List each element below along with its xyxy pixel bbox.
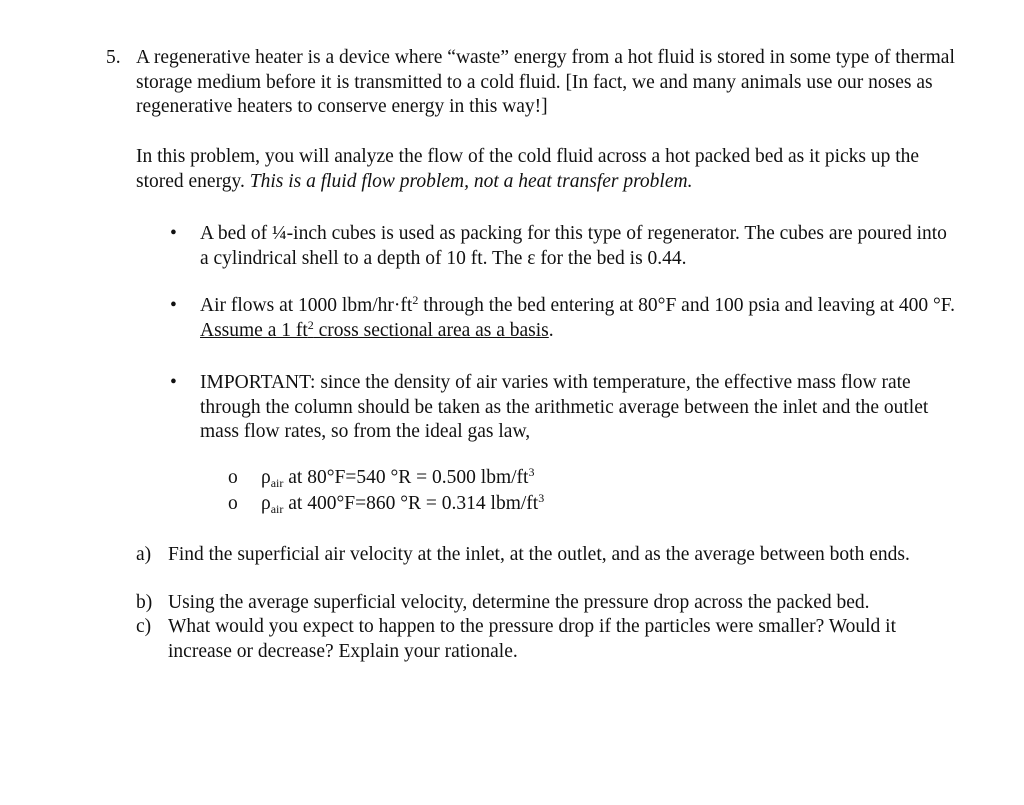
question-c-text: What would you expect to happen to the pressure drop if the particles were smaller? Would it increase or decrease? Explain your rationale. <box>168 616 897 662</box>
rho-symbol: ρ <box>261 467 271 488</box>
bullet-bed-description: A bed of ¼-inch cubes is used as packing for this type of regenerator. The cubes are poured into a cylindrical shell to a depth of 10 ft. The ε for the bed is 0.44. <box>200 223 947 269</box>
air-flow-rate: Air flows at 1000 lbm/hr·ft <box>200 295 413 316</box>
bullet-marker-3: • <box>170 372 177 393</box>
bullet-marker-1: • <box>170 223 177 244</box>
question-a-text: Find the superficial air velocity at the inlet, at the outlet, and as the average between both ends. <box>168 544 910 565</box>
basis-assumption <box>200 317 549 341</box>
exponent: 3 <box>538 491 545 505</box>
exponent: 3 <box>528 465 535 479</box>
paragraph-plain: In this problem, you will analyze the flow of the cold fluid across a hot packed bed as it picks up the stored energy. <box>136 146 920 192</box>
density-inlet <box>261 466 534 491</box>
air-flow-conditions: through the bed entering at 80°F and 100 psia and leaving at 400 °F. <box>418 295 955 316</box>
question-c-label: c) <box>136 616 152 637</box>
bullet-marker-2: • <box>170 295 177 316</box>
problem-number: 5. <box>106 47 121 68</box>
exponent: 2 <box>412 293 419 307</box>
question-b-label: b) <box>136 592 153 613</box>
question-a-label: a) <box>136 544 152 565</box>
sub-bullet-marker-1: o <box>228 467 238 488</box>
density-outlet-text: at 400°F=860 °R = 0.314 lbm/ft <box>283 493 539 514</box>
rho-subscript: air <box>270 502 284 516</box>
rho-subscript: air <box>270 476 284 490</box>
basis-text-end: cross sectional area as a basis <box>313 319 549 341</box>
density-outlet <box>261 492 544 517</box>
problem-paragraph <box>136 145 956 194</box>
rho-symbol: ρ <box>261 493 271 514</box>
paragraph-emphasis: This is a fluid flow problem, not a heat transfer problem. <box>249 170 693 192</box>
question-b-text: Using the average superficial velocity, determine the pressure drop across the packed bed. <box>168 592 870 613</box>
period: . <box>548 319 554 341</box>
basis-text: Assume a 1 ft <box>200 319 308 341</box>
bullet-air-flow <box>200 294 960 343</box>
sub-bullet-marker-2: o <box>228 493 238 514</box>
problem-intro: A regenerative heater is a device where “waste” energy from a hot fluid is stored in some type of thermal storage medium before it is transmitted to a cold fluid. [In fact, we and many animals use our noses as regenerative heaters to conserve energy in this way!] <box>136 47 955 117</box>
density-inlet-text: at 80°F=540 °R = 0.500 lbm/ft <box>283 467 529 488</box>
bullet-important-note: IMPORTANT: since the density of air varies with temperature, the effective mass flow rate through the column should be taken as the arithmetic average between the inlet and the outlet mass flow rates, so from the ideal gas law, <box>200 372 929 442</box>
exponent: 2 <box>307 317 314 332</box>
